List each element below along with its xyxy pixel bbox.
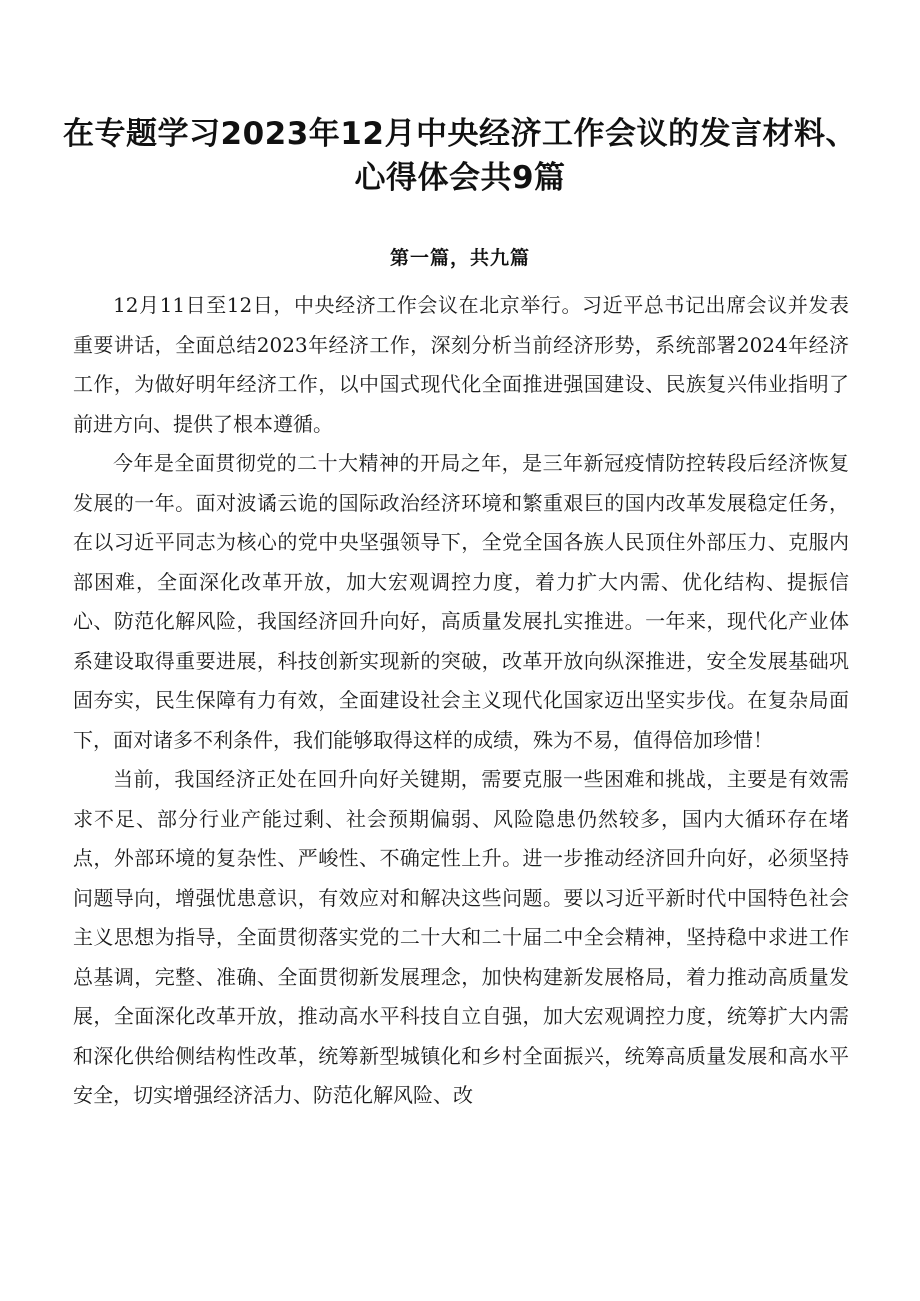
paragraph: 今年是全面贯彻党的二十大精神的开局之年，是三年新冠疫情防控转段后经济恢复发展的一年。面对波谲云诡的国际政治经济环境和繁重艰巨的国内改革发展稳定任务，在以习近平同志为核心的党中央坚强领导下，全党全国各族人民顶住外部压力、克服内部困难，全面深化改革开放，加大宏观调控力度，着力扩大内需、优化结构、提振信心、防范化解风险，我国经济回升向好，高质量发展扎实推进。一年来，现代化产业体系建设取得重要进展，科技创新实现新的突破，改革开放向纵深推进，安全发展基础巩固夯实，民生保障有力有效，全面建设社会主义现代化国家迈出坚实步伐。在复杂局面下，面对诸多不利条件，我们能够取得这样的成绩，殊为不易，值得倍加珍惜！ — [73, 451, 849, 752]
document-title: 在专题学习2023年12月中央经济工作会议的发言材料、心得体会共9篇 — [63, 116, 857, 196]
document-body — [73, 286, 849, 1116]
section-heading: 第一篇，共九篇 — [389, 247, 530, 269]
paragraph: 当前，我国经济正处在回升向好关键期，需要克服一些困难和挑战，主要是有效需求不足、部分行业产能过剩、社会预期偏弱、风险隐患仍然较多，国内大循环存在堵点，外部环境的复杂性、严峻性、不确定性上升。进一步推动经济回升向好，必须坚持问题导向，增强忧患意识，有效应对和解决这些问题。要以习近平新时代中国特色社会主义思想为指导，全面贯彻落实党的二十大和二十届二中全会精神，坚持稳中求进工作总基调，完整、准确、全面贯彻新发展理念，加快构建新发展格局，着力推动高质量发展，全面深化改革开放，推动高水平科技自立自强，加大宏观调控力度，统筹扩大内需和深化供给侧结构性改革，统筹新型城镇化和乡村全面振兴，统筹高质量发展和高水平安全，切实增强经济活力、防范化解风险、改 — [73, 767, 849, 1107]
paragraph: 12月11日至12日，中央经济工作会议在北京举行。习近平总书记出席会议并发表重要讲话，全面总结2023年经济工作，深刻分析当前经济形势，系统部署2024年经济工作，为做好明年经济工作，以中国式现代化全面推进强国建设、民族复兴伟业指明了前进方向、提供了根本遵循。 — [73, 293, 849, 436]
